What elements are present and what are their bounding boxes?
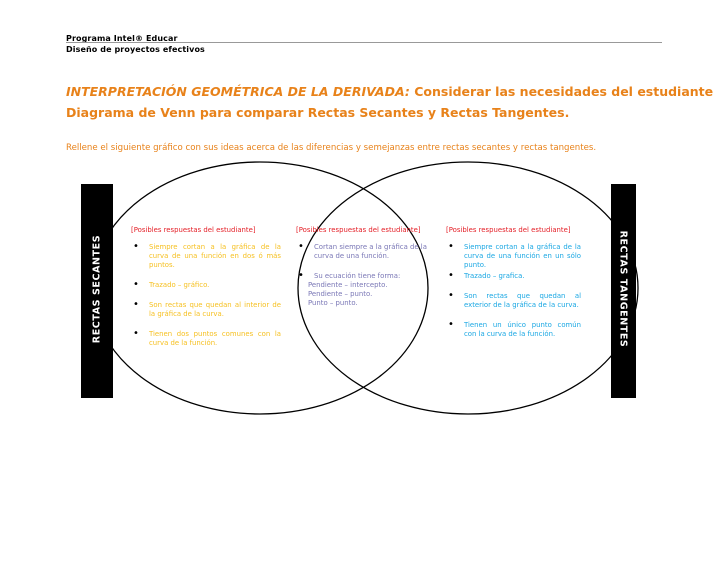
right-head: [Posibles respuestas del estudiante]: [446, 226, 571, 234]
list-item: • Son rectas que quedan al exterior de la gráfica de la curva.: [448, 290, 581, 309]
tangentes-column: [446, 226, 581, 350]
shared-column: [296, 226, 431, 308]
bullet-icon: •: [298, 270, 304, 281]
list-item: • Son rectas que quedan al interior de la gráfica de la curva.: [133, 299, 281, 318]
bullet-icon: •: [448, 290, 454, 301]
bullet-icon: •: [298, 241, 304, 252]
bullet-icon: •: [448, 241, 454, 252]
page-subtitle: Diagrama de Venn para comparar Rectas Secantes y Rectas Tangentes.: [66, 105, 570, 120]
header-subtitle: Diseño de proyectos efectivos: [66, 45, 205, 54]
bullet-icon: •: [448, 270, 454, 281]
list-item: • Tienen dos puntos comunes con la curva de la función.: [133, 328, 281, 347]
list-item: • Trazado – gráfico.: [133, 279, 210, 290]
left-head: [Posibles respuestas del estudiante]: [131, 226, 256, 234]
list-item: • Su ecuación tiene forma:: [298, 270, 401, 281]
equation-form-1: Pendiente – intercepto.: [308, 281, 388, 289]
header-program: Programa Intel® Educar: [66, 34, 178, 43]
bullet-icon: •: [448, 319, 454, 330]
bullet-icon: •: [133, 279, 139, 290]
instructions: Rellene el siguiente gráfico con sus ideas acerca de las diferencias y semejanzas entre rectas secantes y rectas tangentes.: [66, 143, 597, 153]
list-item: • Siempre cortan a la gráfica de la curva de una función en un sólo punto.: [448, 241, 581, 269]
bullet-icon: •: [133, 299, 139, 310]
list-item: • Cortan siempre a la gráfica de la curva de una función.: [298, 241, 427, 260]
list-item: • Tienen un único punto común con la curva de la función.: [448, 319, 581, 338]
mid-head: [Posibles respuestas del estudiante]: [296, 226, 421, 234]
bullet-icon: •: [133, 328, 139, 339]
tangentes-label: RECTAS TANGENTES: [617, 230, 629, 348]
secantes-label: RECTAS SECANTES: [91, 234, 103, 344]
equation-form-3: Punto – punto.: [308, 299, 358, 307]
list-item: • Siempre cortan a la gráfica de la curva de una función en dos ó más puntos.: [133, 241, 281, 269]
bullet-icon: •: [133, 241, 139, 252]
list-item: • Trazado – grafica.: [448, 270, 525, 281]
secantes-column: [131, 226, 281, 359]
title-rest: Considerar las necesidades del estudiante: [409, 84, 714, 99]
equation-form-2: Pendiente – punto.: [308, 290, 373, 298]
title-italic: INTERPRETACIÓN GEOMÉTRICA DE LA DERIVADA:: [66, 84, 410, 99]
